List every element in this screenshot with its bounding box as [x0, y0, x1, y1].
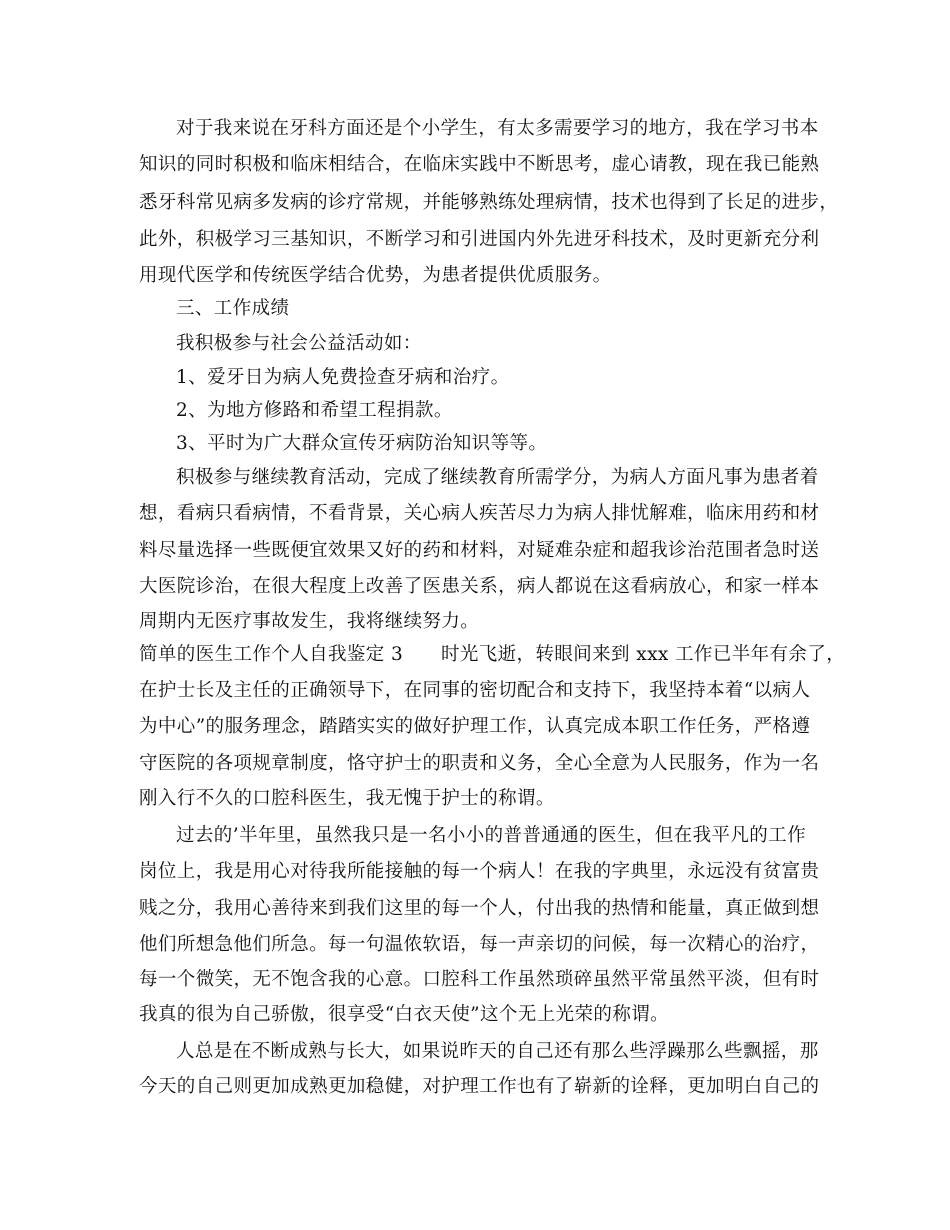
text-line: 大医院诊治，在很大程度上改善了医患关系，病人都说在这看病放心，和家一样本	[139, 576, 820, 597]
list-item: 2、为地方修路和希望工程捐款。	[176, 400, 453, 421]
text-line: 今天的自己则更加成熟更加稳健，对护理工作也有了崭新的诠释，更加明白自己的	[139, 1076, 820, 1097]
text-line: 悉牙科常见病多发病的诊疗常规，并能够熟练处理病情，技术也得到了长足的进步，	[139, 192, 839, 213]
text-line: 我真的很为自己骄傲，很享受“白衣天使”这个无上光荣的称谓。	[139, 1004, 670, 1025]
text-line: 守医院的各项规章制度，恪守护士的职责和义务，全心全意为人民服务，作为一名	[139, 753, 820, 774]
text-line: 想，看病只看病情，不看背景，关心病人疾苦尽力为病人排忧解难，临床用药和材	[139, 503, 820, 524]
text-line: 贱之分，我用心善待来到我们这里的每一个人，付出我的热情和能量，真正做到想	[139, 898, 820, 919]
text-line: 为中心”的服务理念，踏踏实实的做好护理工作，认真完成本职工作任务，严格遵	[139, 716, 811, 737]
text-line: 此外，积极学习三基知识，不断学习和引进国内外先进牙科技术，及时更新充分利	[139, 229, 820, 250]
text-line: 我积极参与社会公益活动如：	[176, 333, 422, 354]
text-line: 人总是在不断成熟与长大，如果说昨天的自己还有那么些浮躁那么些飘摇，那	[176, 1041, 819, 1062]
text-line: 岗位上，我是用心对待我所能接触的每一个病人！在我的字典里，永远没有贫富贵	[139, 861, 820, 882]
text-line: 在护士长及主任的正确领导下，在同事的密切配合和支持下，我坚持本着“以病人	[139, 680, 811, 701]
list-item: 1、爱牙日为病人免费捡查牙病和治疗。	[176, 367, 510, 388]
text-line: 刚入行不久的口腔科医生，我无愧于护士的称谓。	[139, 788, 555, 809]
text-line: 用现代医学和传统医学结合优势，为患者提供优质服务。	[139, 265, 612, 286]
list-item: 3、平时为广大群众宣传牙病防治知识等等。	[176, 433, 548, 454]
text-line: 对于我来说在牙科方面还是个小学生，有太多需要学习的地方，我在学习书本	[176, 118, 819, 139]
text-line: 他们所想急他们所急。每一句温侬软语，每一声亲切的问候，每一次精心的治疗，	[139, 934, 820, 955]
text-line: 每一个微笑，无不饱含我的心意。口腔科工作虽然琐碎虽然平常虽然平淡，但有时	[139, 969, 820, 990]
text-line: 知识的同时积极和临床相结合，在临床实践中不断思考，虚心请教，现在我已能熟	[139, 154, 820, 175]
section-title-line: 简单的医生工作个人自我鉴定 3 时光飞逝，转眼间来到 xxx 工作已半年有余了，	[139, 644, 846, 665]
text-line: 料尽量选择一些既便宜效果又好的药和材料，对疑难杂症和超我诊治范围者急时送	[139, 540, 820, 561]
text-line: 过去的’半年里，虽然我只是一名小小的普普通通的医生，但在我平凡的工作	[176, 825, 806, 846]
text-line: 积极参与继续教育活动，完成了继续教育所需学分，为病人方面凡事为患者着	[176, 467, 819, 488]
text-line: 周期内无医疗事故发生，我将继续努力。	[139, 611, 480, 632]
section-heading: 三、工作成绩	[176, 298, 290, 319]
